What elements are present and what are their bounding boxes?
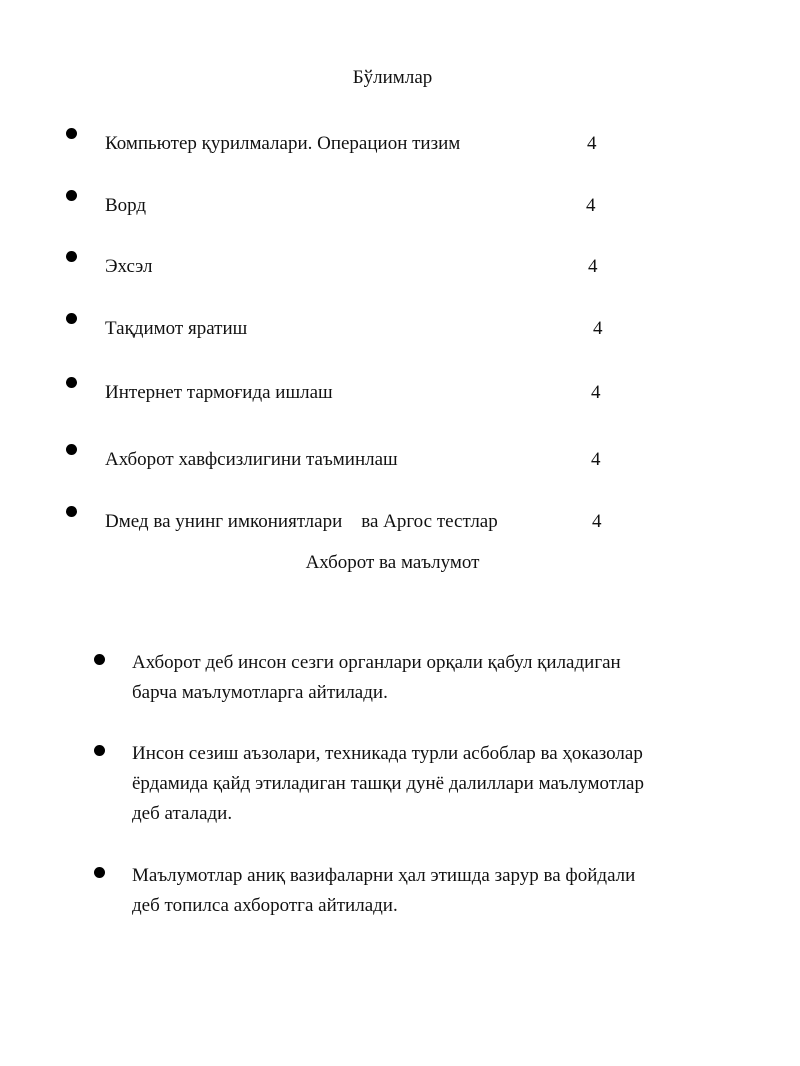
toc-item-page: 4: [587, 133, 597, 154]
bullet-icon: [66, 377, 77, 388]
toc-item-page: 4: [591, 382, 601, 403]
bullet-icon: [66, 190, 77, 201]
paragraph-text: [132, 648, 712, 708]
paragraph-line: Ахборот деб инсон сезги органлари орқали қабул қиладиган: [132, 652, 621, 673]
toc-item-label: Dмед ва унинг имкониятлари ва Аргос тестлар: [105, 511, 498, 532]
toc-item: [0, 128, 800, 158]
bullet-icon: [94, 654, 105, 665]
toc-item-page: 4: [593, 318, 603, 339]
bullet-icon: [94, 867, 105, 878]
bullet-icon: [66, 506, 77, 517]
paragraph-line: деб топилса ахборотга айтилади.: [132, 895, 398, 916]
toc-item-label: Эхсэл: [105, 256, 153, 277]
paragraph-text: [132, 861, 712, 921]
bullet-icon: [66, 251, 77, 262]
bullet-icon: [66, 313, 77, 324]
toc-item: [0, 190, 800, 220]
toc-item-label: Интернет тармоғида ишлаш: [105, 382, 333, 403]
section-title: Ахборот ва маълумот: [305, 552, 480, 573]
toc-item: [0, 444, 800, 474]
toc-item-label: Тақдимот яратиш: [105, 318, 248, 339]
toc-item-label: Компьютер қурилмалари. Операцион тизим: [105, 133, 461, 154]
toc-title: Бўлимлар: [352, 67, 433, 88]
toc-item-label: Ахборот хавфсизлигини таъминлаш: [105, 449, 398, 470]
toc-item: [0, 313, 800, 343]
paragraph-line: ёрдамида қайд этиладиган ташқи дунё далиллари маълумотлар: [132, 773, 644, 794]
paragraph-line: Инсон сезиш аъзолари, техникада турли асбоблар ва ҳоказолар: [132, 743, 643, 764]
bullet-icon: [66, 128, 77, 139]
toc-item-page: 4: [591, 449, 601, 470]
toc-item-page: 4: [588, 256, 598, 277]
bullet-icon: [66, 444, 77, 455]
toc-item-page: 4: [586, 195, 596, 216]
toc-item: [0, 506, 800, 536]
toc-item-label: Ворд: [105, 195, 147, 216]
paragraph-line: деб аталади.: [132, 803, 233, 824]
paragraph-line: барча маълумотларга айтилади.: [132, 682, 388, 703]
toc-item-page: 4: [592, 511, 602, 532]
paragraph-text: [132, 739, 712, 829]
toc-item: [0, 377, 800, 407]
bullet-icon: [94, 745, 105, 756]
paragraph-line: Маълумотлар аниқ вазифаларни ҳал этишда зарур ва фойдали: [132, 865, 636, 886]
toc-item: [0, 251, 800, 281]
